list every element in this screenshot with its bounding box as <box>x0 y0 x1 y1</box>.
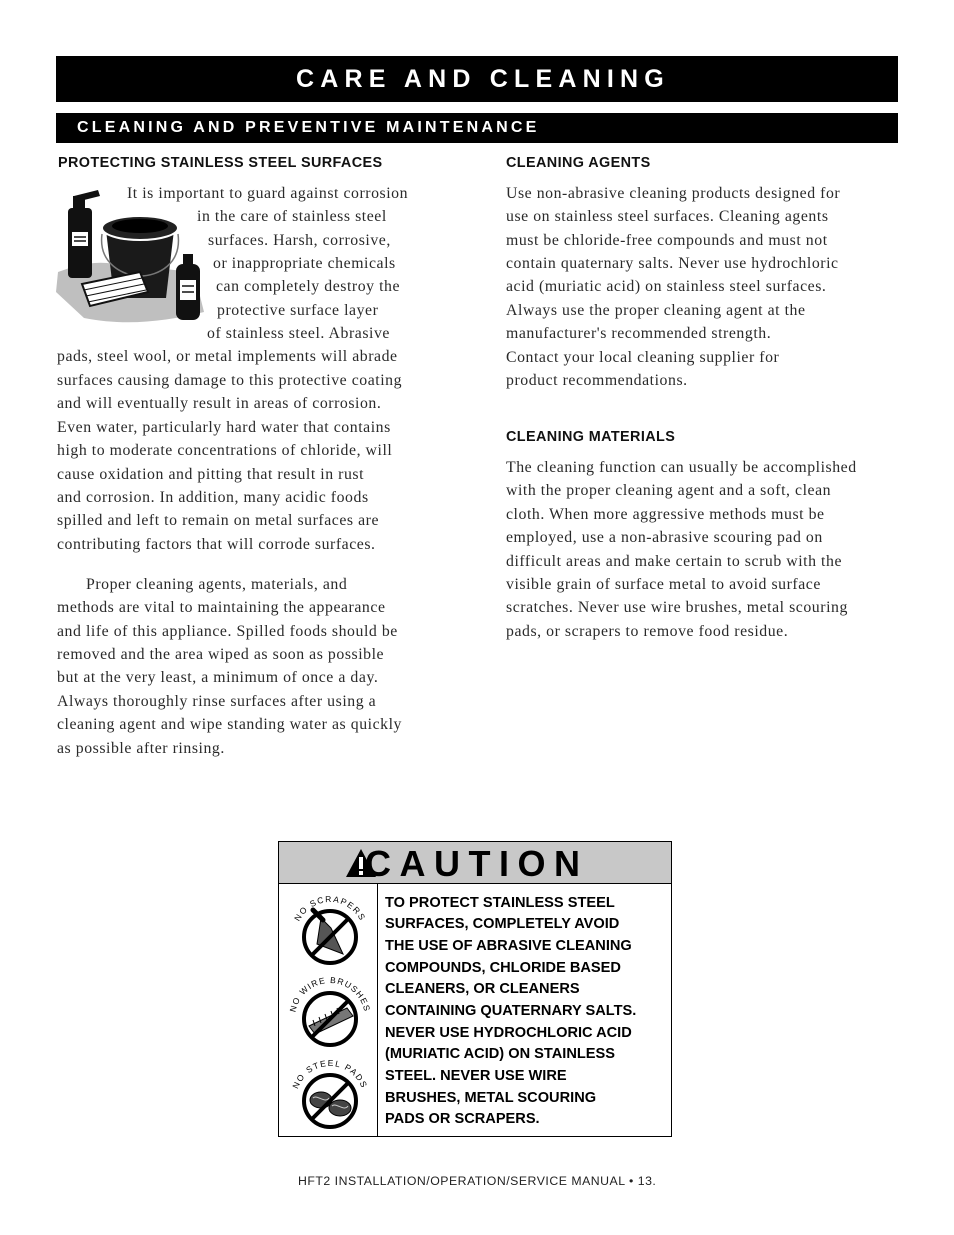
body-line: It is important to guard against corrosion <box>127 185 409 202</box>
caution-text-line: PADS OR SCRAPERS. <box>385 1111 540 1127</box>
body-line: Always thoroughly rinse surfaces after using a <box>57 693 377 710</box>
page-footer: HFT2 INSTALLATION/OPERATION/SERVICE MANUAL • 13. <box>298 1174 657 1188</box>
caution-text-line: STEEL. NEVER USE WIRE <box>385 1068 567 1084</box>
body-line: cloth. When more aggressive methods must be <box>506 506 825 523</box>
caution-text-line: (MURIATIC ACID) ON STAINLESS <box>385 1046 615 1062</box>
body-line: and life of this appliance. Spilled foods should be <box>57 623 398 640</box>
body-line: spilled and left to remain on metal surfaces are <box>57 512 380 529</box>
body-line: Contact your local cleaning supplier for <box>506 349 780 366</box>
icon-label: NO WIRE BRUSHES <box>287 974 373 1014</box>
body-line: methods are vital to maintaining the appearance <box>57 599 386 616</box>
caution-text-line: CONTAINING QUATERNARY SALTS. <box>385 1003 637 1019</box>
no-steel-pads-icon <box>285 1052 375 1134</box>
body-line: as possible after rinsing. <box>57 740 225 757</box>
caution-text-line: TO PROTECT STAINLESS STEEL <box>385 895 615 911</box>
no-wire-brushes-icon <box>285 970 375 1052</box>
caution-text-line: THE USE OF ABRASIVE CLEANING <box>385 938 632 954</box>
caution-header <box>279 842 671 884</box>
body-line: protective surface layer <box>217 302 379 319</box>
svg-text:NO SCRAPERS <box>292 894 368 923</box>
body-line: employed, use a non-abrasive scouring pad on <box>506 529 823 546</box>
heading-protecting-surfaces: PROTECTING STAINLESS STEEL SURFACES <box>58 155 383 171</box>
body-line: difficult areas and make certain to scrub with the <box>506 553 843 570</box>
section-subtitle: CLEANING AND PREVENTIVE MAINTENANCE <box>56 113 898 143</box>
body-line: pads, steel wool, or metal implements will abrade <box>57 348 398 365</box>
body-line: cause oxidation and pitting that result in rust <box>57 466 365 483</box>
body-line: Proper cleaning agents, materials, and <box>86 576 348 593</box>
body-line: of stainless steel. Abrasive <box>207 325 390 342</box>
body-line: must be chloride-free compounds and must not <box>506 232 828 249</box>
body-line: contributing factors that will corrode surfaces. <box>57 536 376 553</box>
body-line: but at the very least, a minimum of once a day. <box>57 669 379 686</box>
body-line: and will eventually result in areas of corrosion. <box>57 395 382 412</box>
icon-label: NO SCRAPERS <box>292 893 368 923</box>
caution-text-line: SURFACES, COMPLETELY AVOID <box>385 916 620 932</box>
body-line: surfaces. Harsh, corrosive, <box>208 232 391 249</box>
body-line: can completely destroy the <box>216 278 401 295</box>
body-line: removed and the area wiped as soon as possible <box>57 646 385 663</box>
caution-text-line: COMPOUNDS, CHLORIDE BASED <box>385 960 621 976</box>
caution-title: CAUTION <box>365 843 589 884</box>
caution-text-line: CLEANERS, OR CLEANERS <box>385 981 580 997</box>
body-line: surfaces causing damage to this protective coating <box>57 372 403 389</box>
body-line: high to moderate concentrations of chloride, will <box>57 442 393 459</box>
body-line: with the proper cleaning agent and a soft, clean <box>506 482 832 499</box>
body-line: and corrosion. In addition, many acidic foods <box>57 489 369 506</box>
caution-text-line: BRUSHES, METAL SCOURING <box>385 1090 597 1106</box>
icon-label: NO STEEL PADS <box>290 1057 370 1091</box>
body-line: use on stainless steel surfaces. Cleaning agents <box>506 208 829 225</box>
body-line: in the care of stainless steel <box>197 208 387 225</box>
heading-cleaning-agents: CLEANING AGENTS <box>506 155 651 171</box>
body-line: visible grain of surface metal to avoid surface <box>506 576 821 593</box>
heading-cleaning-materials: CLEANING MATERIALS <box>506 429 676 445</box>
body-line: pads, or scrapers to remove food residue. <box>506 623 789 640</box>
body-line: Always use the proper cleaning agent at the <box>506 302 806 319</box>
body-line: acid (muriatic acid) on stainless steel surfaces. <box>506 278 827 295</box>
body-line: cleaning agent and wipe standing water as quickly <box>57 716 402 733</box>
body-line: Use non-abrasive cleaning products designed for <box>506 185 841 202</box>
body-line: or inappropriate chemicals <box>213 255 396 272</box>
body-line: Even water, particularly hard water that contains <box>57 419 391 436</box>
caution-box <box>278 841 672 1137</box>
body-line: contain quaternary salts. Never use hydrochloric <box>506 255 839 272</box>
body-line: The cleaning function can usually be accomplished <box>506 459 857 476</box>
no-scrapers-icon <box>285 888 375 970</box>
prohibition-icons <box>279 884 378 1136</box>
body-line: scratches. Never use wire brushes, metal scouring <box>506 599 848 616</box>
body-line: product recommendations. <box>506 372 688 389</box>
caution-text-line: NEVER USE HYDROCHLORIC ACID <box>385 1025 632 1041</box>
body-line: manufacturer's recommended strength. <box>506 325 772 342</box>
section-title: CARE AND CLEANING <box>56 56 898 102</box>
